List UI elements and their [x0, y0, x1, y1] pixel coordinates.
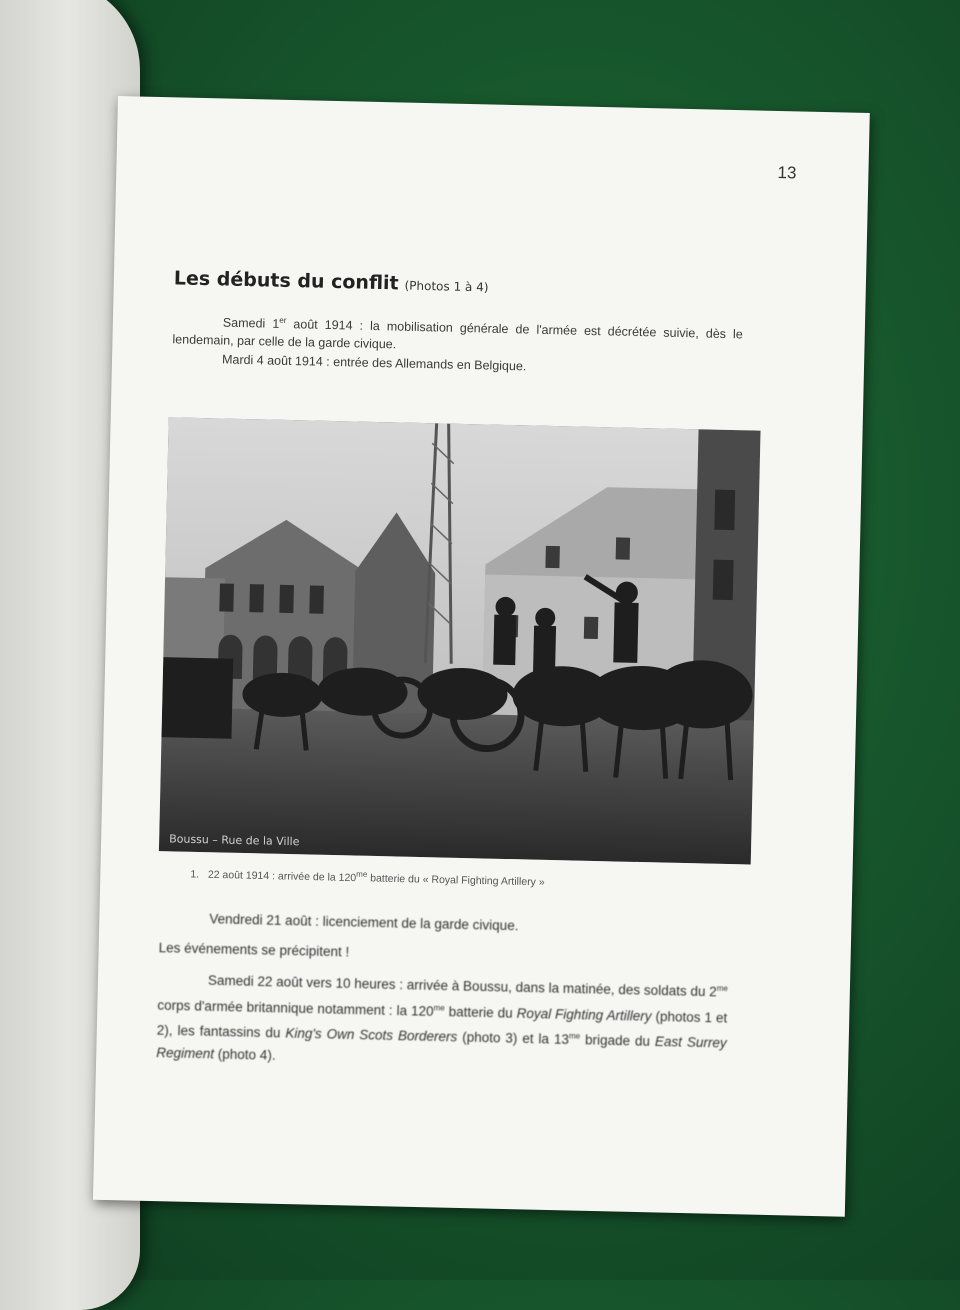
caption-text-b: batterie du « Royal Fighting Artillery »	[367, 872, 545, 889]
p5-em3: East Surrey Regiment	[156, 1033, 727, 1061]
p5-sup1: me	[716, 983, 729, 994]
body-paragraph-3	[156, 965, 728, 1076]
p5-g: (photo 4).	[213, 1045, 276, 1063]
p5-a: Samedi 22 août vers 10 heures : arrivée à Boussu, dans la matinée, des soldats du 2	[207, 972, 717, 1000]
body-paragraph-1: Vendredi 21 août : licenciement de la garde civique.	[209, 911, 519, 934]
caption-sup: me	[356, 869, 368, 879]
historic-photo	[159, 417, 761, 864]
page-number: 13	[777, 162, 797, 183]
p1-day: Samedi 1	[222, 315, 280, 331]
p5-d: (photos 1 et 2), les fantassins du	[156, 1008, 728, 1041]
body-paragraph-2: Les événements se précipitent !	[158, 940, 350, 960]
photo-inscription: Boussu – Rue de la Ville	[169, 832, 300, 849]
caption-text-a: 22 août 1914 : arrivée de la 120	[207, 868, 357, 885]
p5-f: brigade du	[579, 1032, 656, 1049]
section-heading	[174, 267, 489, 296]
p5-sup2: me	[433, 1002, 445, 1013]
intro-paragraph-2: Mardi 4 août 1914 : entrée des Allemands en Belgique.	[221, 352, 527, 374]
p5-c: batterie du	[444, 1003, 517, 1021]
book-page	[93, 96, 870, 1217]
p5-em2: King's Own Scots Borderers	[285, 1025, 458, 1045]
caption-number: 1.	[190, 868, 200, 881]
p5-sup3: me	[568, 1031, 581, 1041]
heading-title: Les débuts du conflit	[173, 267, 399, 295]
photo-illustration	[159, 417, 761, 864]
p5-em1: Royal Fighting Artillery	[516, 1005, 652, 1024]
p1-rest: août 1914 : la mobilisation générale de l'armée est décrétée suivie, dès le lendemain, par celle de la garde civique.	[172, 317, 743, 352]
heading-photo-note: (Photos 1 à 4)	[404, 278, 489, 295]
p5-b: corps d'armée britannique notamment : la 120	[157, 997, 434, 1019]
p1-sup: er	[279, 315, 287, 325]
photo-caption	[190, 866, 750, 893]
p5-e: (photo 3) et la 13	[457, 1029, 570, 1047]
